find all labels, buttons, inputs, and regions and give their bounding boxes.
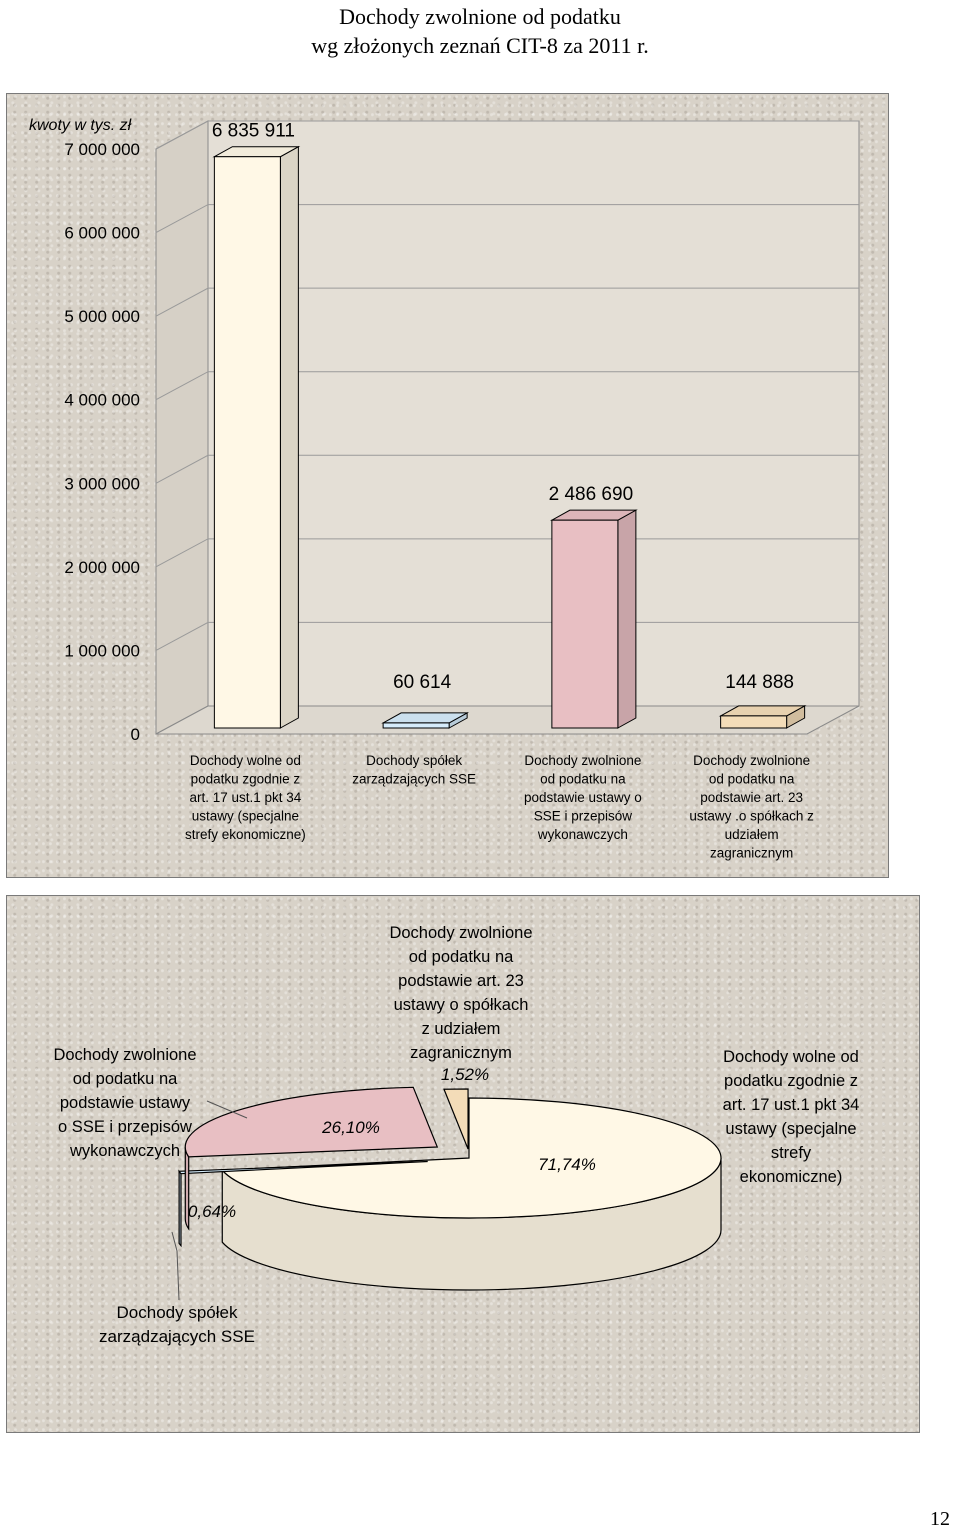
category-label: podstawie art. 23 (700, 790, 804, 805)
bar-value-label: 2 486 690 (548, 484, 634, 506)
pie-chart-panel (6, 895, 920, 1433)
category-label: od podatku na (540, 771, 626, 787)
category-label: zagranicznym (709, 845, 794, 861)
bar-front (214, 157, 280, 728)
pie-chart (7, 896, 919, 1432)
pie-category-label: podatku zgodnie z (724, 1072, 858, 1090)
bar-value-label: 144 888 (725, 672, 794, 693)
side-wall (156, 121, 208, 734)
leader-line (172, 1232, 179, 1300)
category-label: art. 17 ust.1 pkt 34 (189, 790, 302, 805)
pie-category-label: zarządzających SSE (99, 1327, 255, 1346)
category-label: podatku zgodnie z (190, 771, 301, 787)
pie-category-label: strefy (770, 1144, 812, 1162)
bar-3 (552, 510, 636, 728)
pie-slice-top (444, 1089, 468, 1149)
pie-category-label: z udziałem (421, 1020, 501, 1038)
y-tick-label: 6 000 000 (64, 223, 140, 243)
category-label: ustawy (specjalne (191, 808, 300, 824)
bar-value-label: 6 835 911 (211, 120, 295, 142)
y-tick-label: 5 000 000 (64, 307, 140, 327)
pie-category-label: podstawie art. 23 (398, 972, 524, 990)
bar-value-label: 60 614 (393, 672, 452, 693)
category-label: Dochody spółek (366, 753, 463, 768)
pie-category-label: wykonawczych (69, 1142, 181, 1160)
category-label: Dochody zwolnione (524, 753, 642, 768)
page-title-line1: Dochody zwolnione od podatku (339, 4, 621, 29)
pie-category-label: Dochody zwolnione (53, 1046, 197, 1064)
pie-category-label: ekonomiczne) (739, 1168, 843, 1186)
y-tick-label: 0 (130, 725, 140, 744)
category-label: udziałem (724, 827, 779, 842)
bar-side (280, 147, 298, 728)
y-tick-label: 4 000 000 (64, 390, 140, 410)
pie-category-label: zagranicznym (410, 1044, 512, 1062)
category-label: Dochody zwolnione (693, 753, 811, 768)
pie-percent-label: 71,74% (538, 1155, 596, 1174)
pie-category-label: podstawie ustawy (59, 1094, 191, 1112)
pie-category-label: Dochody zwolnione (389, 924, 533, 942)
pie-percent-label: 26,10% (322, 1118, 380, 1137)
page-title-line2: wg złożonych zeznań CIT-8 za 2011 r. (311, 33, 649, 58)
y-tick-label: 2 000 000 (64, 557, 140, 577)
category-label: wykonawczych (537, 827, 628, 842)
pie-category-label: Dochody spółek (116, 1303, 238, 1322)
page-title (0, 2, 960, 60)
pie-slice-side (179, 1171, 181, 1245)
back-wall (208, 121, 859, 706)
pie-category-label: ustawy (specjalne (725, 1120, 857, 1138)
category-label: zarządzających SSE (352, 771, 477, 787)
category-label: Dochody wolne od (189, 753, 301, 768)
pie-category-label: o SSE i przepisów (58, 1118, 192, 1136)
bar-side (618, 510, 636, 728)
pie-percent-label: 0,64% (187, 1202, 237, 1221)
pie-slice-top (185, 1087, 437, 1157)
bar-front (552, 520, 618, 728)
bar-1 (214, 147, 298, 728)
bar-chart-panel (6, 93, 889, 878)
page-number: 12 (930, 1508, 950, 1530)
unit-label: kwoty w tys. zł (29, 117, 132, 134)
pie-category-label: od podatku na (72, 1070, 178, 1088)
category-label: strefy ekonomiczne) (184, 827, 306, 842)
pie-category-label: Dochody wolne od (723, 1048, 859, 1066)
pie-category-label: art. 17 ust.1 pkt 34 (722, 1096, 860, 1114)
bar-front (721, 716, 787, 728)
y-tick-label: 1 000 000 (64, 641, 140, 661)
pie-percent-label: 1,52% (440, 1065, 490, 1084)
category-label: podstawie ustawy o (523, 790, 642, 805)
pie-category-label: ustawy o spółkach (393, 996, 529, 1014)
pie-category-label: od podatku na (408, 948, 514, 966)
y-tick-label: 7 000 000 (64, 140, 140, 159)
bar-front (383, 723, 449, 728)
pie-slice-4 (444, 1089, 468, 1149)
y-tick-label: 3 000 000 (64, 474, 140, 494)
category-label: ustawy .o spółkach z (689, 808, 814, 824)
bar-4 (721, 706, 805, 728)
category-label: SSE i przepisów (533, 808, 633, 824)
category-label: od podatku na (708, 771, 795, 787)
bar-chart (7, 94, 888, 877)
